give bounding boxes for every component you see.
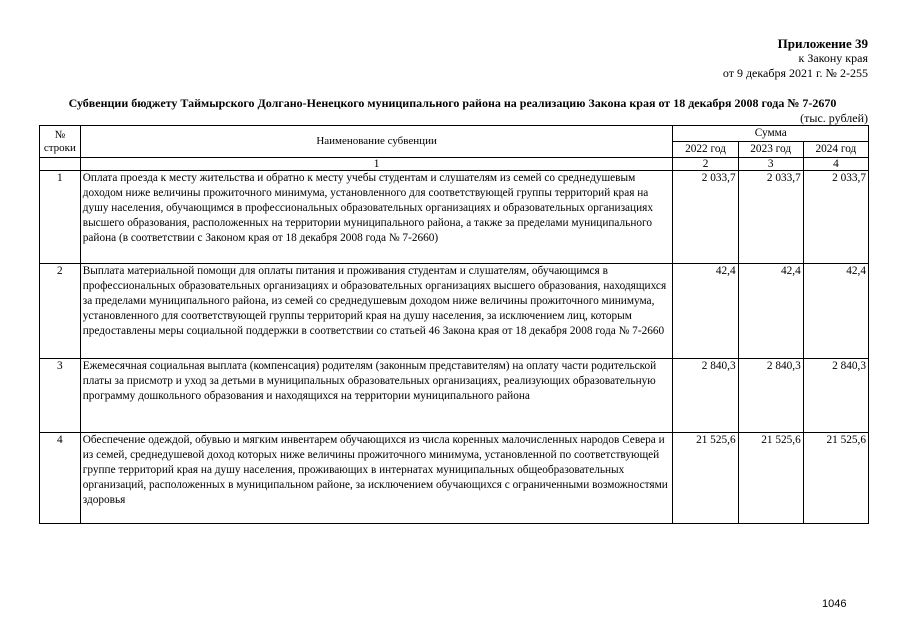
amount-2024: 2 033,7 bbox=[803, 171, 868, 264]
amount-2022: 42,4 bbox=[673, 264, 738, 359]
header-year-2023: 2023 год bbox=[738, 142, 803, 158]
appendix-law-ref: к Закону края bbox=[798, 51, 868, 65]
appendix-reference bbox=[723, 36, 868, 81]
table-row bbox=[40, 264, 869, 359]
header-year-2022: 2022 год bbox=[673, 142, 738, 158]
appendix-number: Приложение 39 bbox=[777, 36, 868, 51]
subvention-name: Выплата материальной помощи для оплаты питания и проживания студентам и слушателям, обучающимся в профессиональных образовательных организациях и образовательных организациях высшего образования, находящихся за пределами муниципального района, из семей со среднедушевым доходом ниже величины прожиточного минимума, установленного для соответствующей группы территорий края на душу населения, за исключением лиц, которым предоставлены меры социальной поддержки в соответствии со статьей 46 Закона края от 18 декабря 2008 года № 7-2660 bbox=[80, 264, 673, 359]
units-label: (тыс. рублей) bbox=[800, 111, 868, 125]
row-number: 4 bbox=[40, 433, 81, 524]
header-sum: Сумма bbox=[673, 126, 869, 142]
table-row bbox=[40, 433, 869, 524]
amount-2023: 2 033,7 bbox=[738, 171, 803, 264]
header-subvention-name: Наименование субвенции bbox=[80, 126, 673, 158]
page-number: 1046 bbox=[822, 598, 847, 610]
amount-2022: 21 525,6 bbox=[673, 433, 738, 524]
column-index: 1 bbox=[80, 158, 673, 171]
header-row-number: № строки bbox=[40, 126, 81, 158]
header-row bbox=[40, 126, 869, 142]
row-number: 1 bbox=[40, 171, 81, 264]
amount-2024: 42,4 bbox=[803, 264, 868, 359]
row-number: 3 bbox=[40, 359, 81, 433]
column-index: 2 bbox=[673, 158, 738, 171]
amount-2022: 2 840,3 bbox=[673, 359, 738, 433]
amount-2023: 21 525,6 bbox=[738, 433, 803, 524]
column-index bbox=[40, 158, 81, 171]
column-index-row bbox=[40, 158, 869, 171]
column-index: 3 bbox=[738, 158, 803, 171]
subvention-name: Оплата проезда к месту жительства и обратно к месту учебы студентам и слушателям из семей со среднедушевым доходом ниже величины прожиточного минимума, установленного для соответствующей группы территорий края на душу населения, обучающимся в профессиональных образовательных организациях и образовательных организациях высшего образования, расположенных на территории муниципального района, а также за пределами муниципального района (в соответствии с Законом края от 18 декабря 2008 года № 7-2660) bbox=[80, 171, 673, 264]
subventions-table bbox=[39, 125, 869, 524]
amount-2024: 21 525,6 bbox=[803, 433, 868, 524]
header-year-2024: 2024 год bbox=[803, 142, 868, 158]
amount-2023: 42,4 bbox=[738, 264, 803, 359]
subvention-name: Обеспечение одеждой, обувью и мягким инвентарем обучающихся из числа коренных малочисленных народов Севера и из семей, среднедушевой доход которых ниже величины прожиточного минимума, установленной по соответствующей группе территорий края на душу населения, проживающих в интернатах муниципальных общеобразовательных организаций, расположенных в муниципальном районе, за исключением обучающихся с ограниченными возможностями здоровья bbox=[80, 433, 673, 524]
table-row bbox=[40, 171, 869, 264]
document-title: Субвенции бюджету Таймырского Долгано-Ненецкого муниципального района на реализацию Закона края от 18 декабря 2008 года № 7-2670 bbox=[68, 96, 837, 110]
subvention-name: Ежемесячная социальная выплата (компенсация) родителям (законным представителям) на оплату части родительской платы за присмотр и уход за детьми в муниципальных образовательных организациях, реализующих образовательную программу дошкольного образования и находящихся на территории муниципального района bbox=[80, 359, 673, 433]
amount-2023: 2 840,3 bbox=[738, 359, 803, 433]
amount-2024: 2 840,3 bbox=[803, 359, 868, 433]
row-number: 2 bbox=[40, 264, 81, 359]
amount-2022: 2 033,7 bbox=[673, 171, 738, 264]
column-index: 4 bbox=[803, 158, 868, 171]
appendix-law-date: от 9 декабря 2021 г. № 2-255 bbox=[722, 66, 868, 80]
table-row bbox=[40, 359, 869, 433]
